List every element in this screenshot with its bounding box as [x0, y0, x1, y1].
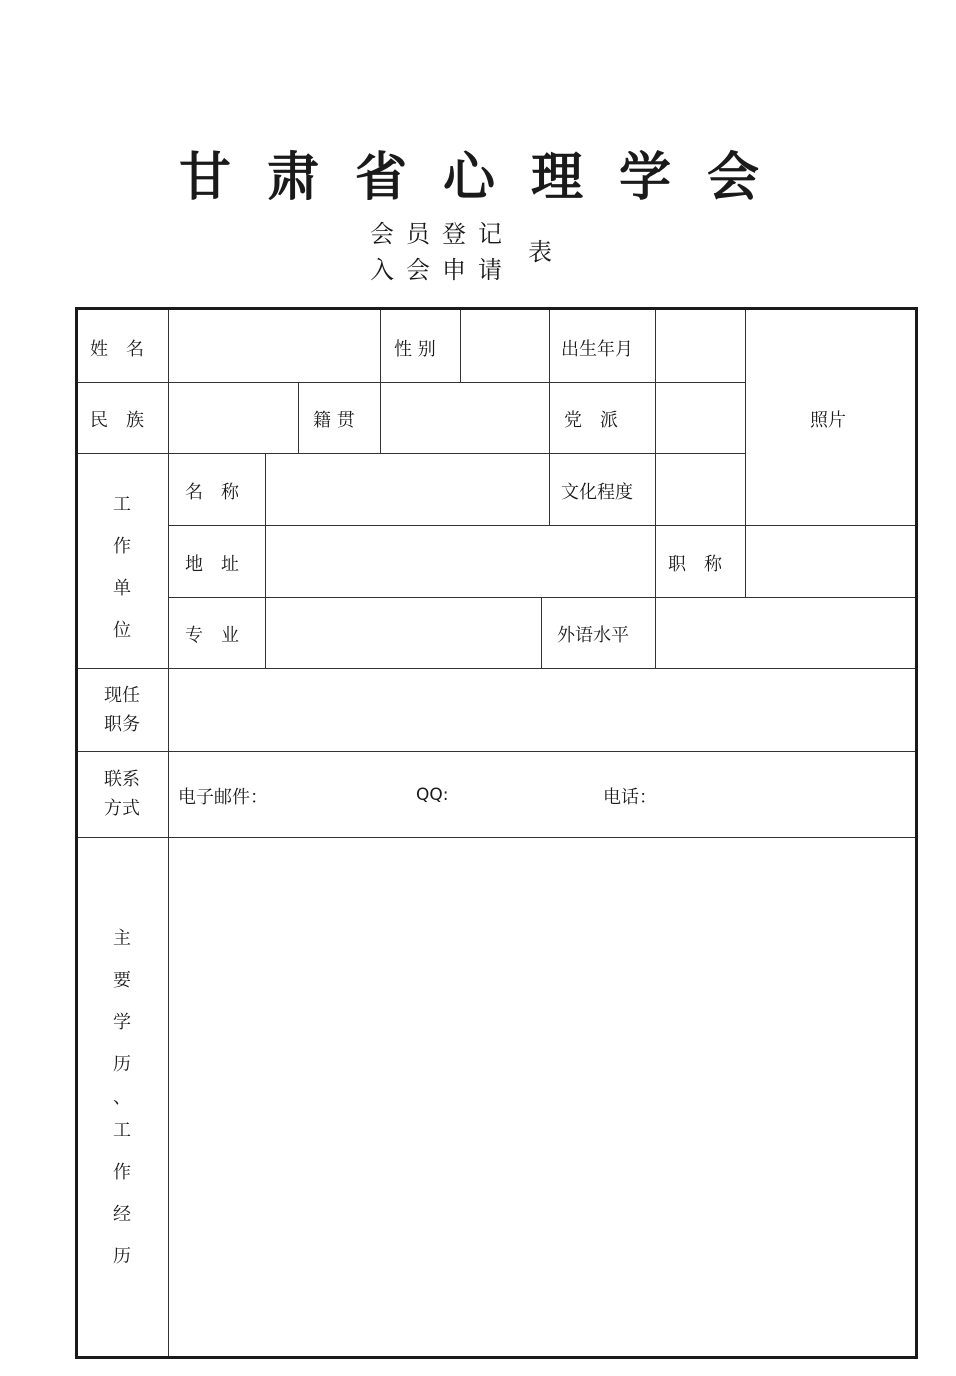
birth-date-label: 出生年月 — [561, 339, 633, 360]
history-label-char: 、 — [113, 1087, 131, 1108]
col-divider — [460, 310, 461, 382]
work-unit-label-char: 位 — [113, 620, 131, 641]
ethnicity-label: 民 族 — [90, 410, 144, 431]
email-label: 电子邮件： — [178, 787, 268, 808]
history-label-char: 要 — [113, 970, 131, 991]
history-label-char: 历 — [113, 1246, 131, 1267]
row-divider — [78, 668, 915, 669]
work-unit-label-char: 单 — [113, 578, 131, 599]
subtitle-form-suffix: 表 — [528, 238, 552, 266]
qq-label: QQ: — [416, 785, 449, 805]
work-unit-label-char: 工 — [113, 494, 131, 515]
col-divider — [549, 310, 550, 525]
education-work-history-label — [92, 918, 152, 1278]
history-label-char: 学 — [113, 1012, 131, 1033]
professional-title-label: 职 称 — [668, 554, 722, 575]
work-unit-label-char: 作 — [113, 536, 131, 557]
unit-name-label: 名 称 — [185, 482, 239, 503]
row-divider — [78, 837, 915, 838]
current-position-label-line: 职务 — [104, 714, 140, 735]
current-position-label — [92, 681, 152, 739]
current-position-label-line: 现任 — [104, 685, 140, 706]
col-divider — [655, 525, 656, 668]
history-label-char: 主 — [113, 928, 131, 949]
major-label: 专 业 — [185, 625, 239, 646]
history-label-char: 工 — [113, 1120, 131, 1141]
contact-label-line: 方式 — [104, 798, 140, 819]
foreign-language-label: 外语水平 — [557, 625, 629, 646]
history-label-char: 作 — [113, 1162, 131, 1183]
row-divider — [78, 751, 915, 752]
name-label: 姓 名 — [90, 339, 144, 360]
education-level-label: 文化程度 — [561, 482, 633, 503]
col-divider — [745, 310, 746, 597]
col-divider — [298, 382, 299, 453]
col-divider — [265, 453, 266, 668]
col-divider — [655, 310, 656, 525]
form-title: 甘肃省心理学会 — [178, 148, 795, 208]
row-divider — [168, 525, 915, 526]
native-place-label: 籍 贯 — [313, 410, 355, 431]
party-label: 党 派 — [564, 410, 618, 431]
photo-label: 照片 — [810, 410, 846, 431]
subtitle-membership-application: 入会申请 — [370, 256, 514, 284]
work-unit-label — [92, 484, 152, 652]
col-divider — [380, 310, 381, 453]
contact-label — [92, 765, 152, 823]
subtitle-member-registration: 会员登记 — [370, 220, 514, 248]
col-divider — [541, 597, 542, 668]
form-border — [75, 307, 918, 1359]
col-divider — [168, 310, 169, 1356]
row-divider — [78, 382, 745, 383]
gender-label: 性 别 — [394, 339, 436, 360]
contact-label-line: 联系 — [104, 769, 140, 790]
phone-label: 电话： — [603, 787, 657, 808]
address-label: 地 址 — [185, 554, 239, 575]
row-divider — [78, 453, 745, 454]
history-label-char: 历 — [113, 1054, 131, 1075]
history-label-char: 经 — [113, 1204, 131, 1225]
